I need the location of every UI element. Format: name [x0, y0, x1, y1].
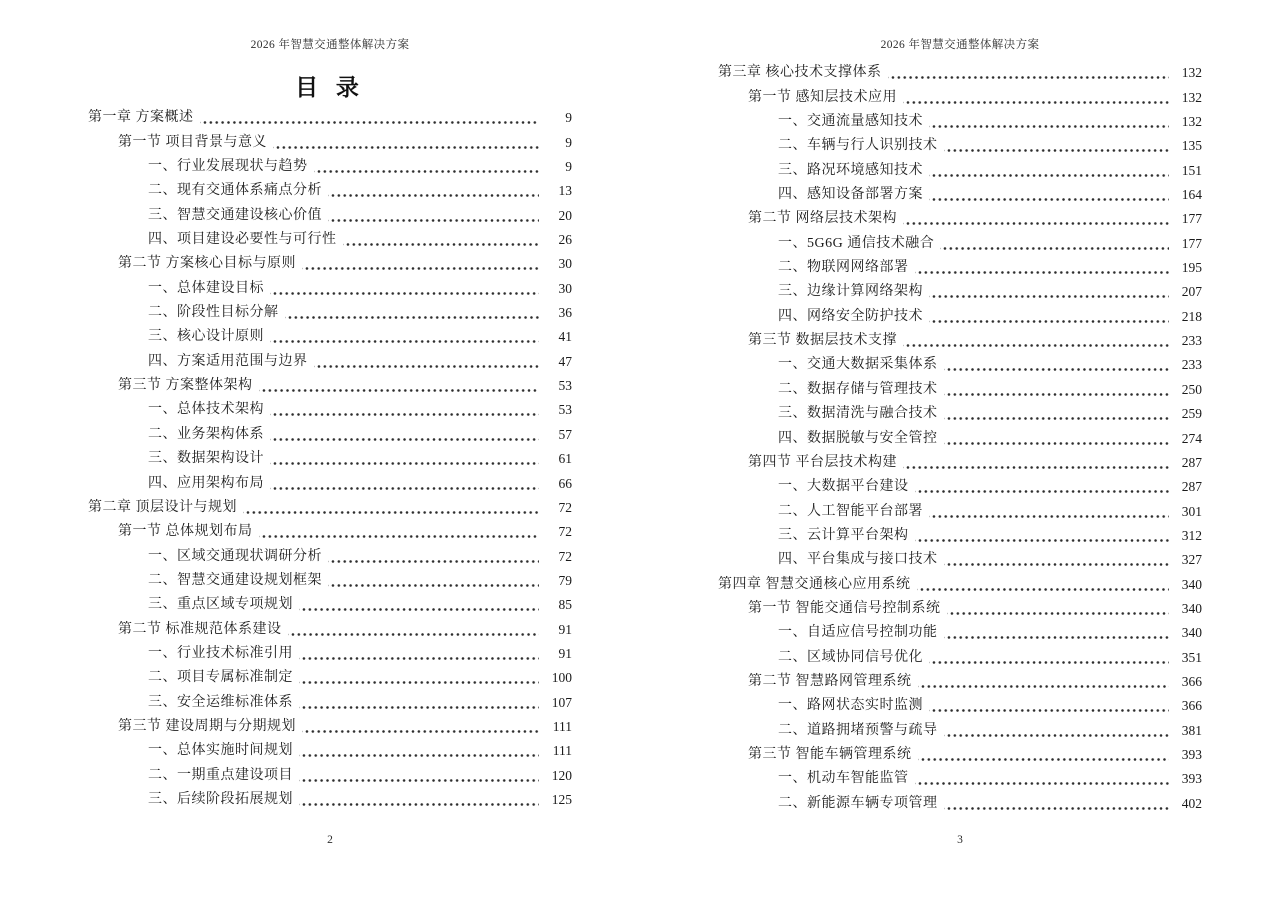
running-header: 2026 年智慧交通整体解决方案	[880, 39, 1040, 51]
toc-entry-title: 第三节 智能车辆管理系统	[748, 746, 912, 762]
toc-entry-title: 第三节 数据层技术支撑	[748, 333, 897, 349]
toc-entry-title: 三、云计算平台架构	[778, 527, 909, 543]
toc-entry[interactable]	[88, 421, 572, 445]
toc-entry-page-number: 66	[558, 475, 572, 491]
toc-entry[interactable]	[88, 616, 572, 640]
toc-entry[interactable]	[88, 592, 572, 616]
toc-entry-title: 四、数据脱敏与安全管控	[778, 430, 938, 446]
dot-leader	[270, 429, 539, 443]
toc-entry[interactable]	[88, 178, 572, 202]
toc-entry-page-number: 61	[558, 451, 572, 467]
toc-entry-title: 四、方案适用范围与边界	[148, 353, 308, 369]
toc-entry-page-number: 120	[551, 767, 572, 783]
dot-leader	[328, 185, 539, 199]
dot-leader	[270, 283, 539, 297]
toc-entry-title: 一、总体技术架构	[148, 402, 264, 418]
toc-entry[interactable]	[718, 206, 1202, 230]
toc-entry-title: 二、智慧交通建设规划框架	[148, 572, 322, 588]
toc-entry-page-number: 312	[1181, 527, 1202, 543]
toc-entry-page-number: 366	[1181, 673, 1202, 689]
toc-entry-page-number: 233	[1181, 333, 1202, 349]
toc-entry-title: 二、新能源车辆专项管理	[778, 795, 938, 811]
dot-leader	[944, 408, 1170, 422]
toc-entry-title: 二、业务架构体系	[148, 426, 264, 442]
toc-entry-page-number: 177	[1181, 235, 1202, 251]
dot-leader	[299, 697, 539, 711]
toc-entry-page-number: 250	[1181, 381, 1202, 397]
toc-entry[interactable]	[718, 157, 1202, 181]
toc-entry-title: 第一节 项目背景与意义	[118, 134, 267, 150]
toc-entry[interactable]	[88, 543, 572, 567]
toc-entry[interactable]	[88, 787, 572, 811]
toc-entry-title: 第三节 方案整体架构	[118, 378, 253, 394]
dot-leader	[259, 380, 540, 394]
toc-entry-title: 二、车辆与行人识别技术	[778, 138, 938, 154]
toc-entry[interactable]	[88, 202, 572, 226]
toc-entry-title: 第四章 智慧交通核心应用系统	[718, 576, 911, 592]
dot-leader	[915, 773, 1170, 787]
toc-entry-page-number: 36	[558, 305, 572, 321]
dot-leader	[302, 258, 539, 272]
dot-leader	[929, 700, 1169, 714]
toc-entry-page-number: 287	[1181, 454, 1202, 470]
toc-entry-page-number: 107	[551, 694, 572, 710]
toc-entry-title: 四、平台集成与接口技术	[778, 552, 938, 568]
dot-leader	[917, 579, 1170, 593]
dot-leader	[888, 67, 1170, 81]
toc-entry-title: 三、安全运维标准体系	[148, 694, 293, 710]
toc-entry-title: 一、路网状态实时监测	[778, 698, 923, 714]
toc-entry-title: 一、机动车智能监管	[778, 771, 909, 787]
toc-entry-page-number: 9	[565, 159, 572, 175]
toc-entry-page-number: 13	[558, 183, 572, 199]
toc-entry-title: 第二节 方案核心目标与原则	[118, 256, 296, 272]
page-number-left: 2	[327, 834, 333, 846]
toc-entry[interactable]	[88, 348, 572, 372]
toc-entry[interactable]	[718, 498, 1202, 522]
toc-entry-page-number: 57	[558, 426, 572, 442]
dot-leader	[299, 599, 539, 613]
toc-entry[interactable]	[718, 571, 1202, 595]
dot-leader	[944, 725, 1170, 739]
dot-leader	[944, 554, 1170, 568]
dot-leader	[929, 189, 1169, 203]
toc-entry-page-number: 351	[1181, 649, 1202, 665]
toc-entry-page-number: 287	[1181, 479, 1202, 495]
toc-entry-page-number: 111	[552, 743, 572, 759]
dot-leader	[273, 137, 539, 151]
toc-entry-page-number: 233	[1181, 357, 1202, 373]
dot-leader	[299, 745, 539, 759]
toc-entry-title: 一、总体建设目标	[148, 280, 264, 296]
toc-entry[interactable]	[88, 762, 572, 786]
dot-leader	[929, 286, 1169, 300]
toc-entry[interactable]	[718, 303, 1202, 327]
toc-entry-title: 四、应用架构布局	[148, 475, 264, 491]
dot-leader	[285, 307, 540, 321]
toc-entry[interactable]	[88, 275, 572, 299]
dot-leader	[929, 165, 1169, 179]
toc-entry[interactable]	[88, 665, 572, 689]
toc-entry-page-number: 91	[558, 621, 572, 637]
toc-entry-title: 第四节 平台层技术构建	[748, 454, 897, 470]
dot-leader	[915, 481, 1170, 495]
toc-entry-page-number: 151	[1181, 162, 1202, 178]
toc-entry[interactable]	[88, 227, 572, 251]
toc-entry[interactable]	[718, 523, 1202, 547]
dot-leader	[903, 213, 1169, 227]
toc-entry-title: 三、重点区域专项规划	[148, 597, 293, 613]
toc-entry-title: 一、交通大数据采集体系	[778, 357, 938, 373]
toc-list-right	[718, 60, 1202, 815]
toc-entry-page-number: 393	[1181, 746, 1202, 762]
dot-leader	[944, 384, 1170, 398]
toc-entry[interactable]	[88, 251, 572, 275]
toc-entry[interactable]	[88, 154, 572, 178]
dot-leader	[299, 648, 539, 662]
toc-entry-page-number: 218	[1181, 308, 1202, 324]
toc-entry[interactable]	[718, 230, 1202, 254]
dot-leader	[259, 526, 540, 540]
toc-entry-page-number: 259	[1181, 406, 1202, 422]
dot-leader	[903, 457, 1169, 471]
toc-entry-title: 二、人工智能平台部署	[778, 503, 923, 519]
dot-leader	[328, 210, 539, 224]
toc-entry-page-number: 340	[1181, 600, 1202, 616]
toc-entry-title: 二、阶段性目标分解	[148, 305, 279, 321]
dot-leader	[314, 356, 540, 370]
toc-entry[interactable]	[88, 373, 572, 397]
dot-leader	[270, 331, 539, 345]
toc-entry-title: 一、自适应信号控制功能	[778, 625, 938, 641]
dot-leader	[929, 116, 1169, 130]
toc-entry-title: 三、路况环境感知技术	[778, 162, 923, 178]
toc-entry[interactable]	[88, 568, 572, 592]
toc-entry-page-number: 79	[558, 572, 572, 588]
dot-leader	[944, 140, 1170, 154]
toc-entry[interactable]	[88, 495, 572, 519]
toc-entry-title: 第三节 建设周期与分期规划	[118, 718, 296, 734]
toc-entry-page-number: 53	[558, 378, 572, 394]
dot-leader	[918, 749, 1170, 763]
dot-leader	[343, 234, 540, 248]
toc-entry-page-number: 111	[552, 718, 572, 734]
dot-leader	[299, 794, 539, 808]
toc-entry-title: 二、一期重点建设项目	[148, 767, 293, 783]
toc-entry-title: 第二章 顶层设计与规划	[88, 499, 237, 515]
toc-entry[interactable]	[88, 129, 572, 153]
dot-leader	[299, 672, 539, 686]
dot-leader	[270, 478, 539, 492]
toc-entry-title: 第二节 标准规范体系建设	[118, 621, 282, 637]
dot-leader	[947, 603, 1170, 617]
dot-leader	[944, 359, 1170, 373]
toc-entry-title: 一、交通流量感知技术	[778, 114, 923, 130]
toc-entry[interactable]	[88, 397, 572, 421]
toc-entry-page-number: 274	[1181, 430, 1202, 446]
dot-leader	[915, 262, 1170, 276]
toc-entry[interactable]	[88, 641, 572, 665]
toc-entry[interactable]	[718, 60, 1202, 84]
toc-entry-title: 三、数据清洗与融合技术	[778, 406, 938, 422]
toc-entry-title: 第一章 方案概述	[88, 110, 194, 126]
toc-entry[interactable]	[718, 596, 1202, 620]
toc-entry-page-number: 132	[1181, 65, 1202, 81]
toc-entry-title: 第二节 智慧路网管理系统	[748, 673, 912, 689]
toc-entry[interactable]	[718, 109, 1202, 133]
toc-entry-title: 第一节 感知层技术应用	[748, 89, 897, 105]
toc-entry-page-number: 91	[558, 645, 572, 661]
dot-leader	[929, 652, 1169, 666]
toc-entry-page-number: 30	[558, 256, 572, 272]
toc-entry[interactable]	[718, 450, 1202, 474]
toc-entry-page-number: 9	[565, 134, 572, 150]
dot-leader	[929, 311, 1169, 325]
toc-entry[interactable]	[88, 470, 572, 494]
toc-entry-page-number: 85	[558, 597, 572, 613]
dot-leader	[903, 335, 1169, 349]
dot-leader	[944, 627, 1170, 641]
toc-entry-page-number: 132	[1181, 114, 1202, 130]
toc-entry-title: 三、后续阶段拓展规划	[148, 791, 293, 807]
toc-entry[interactable]	[718, 425, 1202, 449]
dot-leader	[918, 676, 1170, 690]
toc-entry[interactable]	[718, 742, 1202, 766]
toc-entry-page-number: 164	[1181, 187, 1202, 203]
toc-entry[interactable]	[718, 279, 1202, 303]
toc-entry[interactable]	[718, 669, 1202, 693]
toc-entry-title: 三、智慧交通建设核心价值	[148, 207, 322, 223]
toc-entry-title: 二、物联网网络部署	[778, 260, 909, 276]
toc-entry-title: 二、项目专属标准制定	[148, 670, 293, 686]
toc-entry[interactable]	[718, 766, 1202, 790]
toc-entry-title: 一、大数据平台建设	[778, 479, 909, 495]
toc-entry[interactable]	[718, 401, 1202, 425]
toc-entry-title: 一、总体实施时间规划	[148, 743, 293, 759]
toc-entry-page-number: 20	[558, 207, 572, 223]
dot-leader	[200, 112, 540, 126]
dot-leader	[302, 721, 539, 735]
dot-leader	[288, 624, 540, 638]
toc-entry-title: 一、行业技术标准引用	[148, 645, 293, 661]
dot-leader	[929, 506, 1169, 520]
toc-entry-page-number: 47	[558, 353, 572, 369]
toc-entry-page-number: 100	[551, 670, 572, 686]
toc-entry[interactable]	[718, 352, 1202, 376]
toc-list-left	[88, 105, 572, 811]
toc-entry-page-number: 30	[558, 280, 572, 296]
dot-leader	[243, 502, 539, 516]
toc-entry[interactable]	[718, 133, 1202, 157]
toc-entry-page-number: 72	[558, 499, 572, 515]
toc-entry[interactable]	[88, 324, 572, 348]
dot-leader	[903, 92, 1169, 106]
toc-entry[interactable]	[718, 328, 1202, 352]
dot-leader	[940, 238, 1169, 252]
toc-entry-title: 第三章 核心技术支撑体系	[718, 65, 882, 81]
toc-entry[interactable]	[718, 474, 1202, 498]
toc-entry-page-number: 393	[1181, 771, 1202, 787]
toc-entry[interactable]	[718, 693, 1202, 717]
toc-entry[interactable]	[88, 446, 572, 470]
toc-entry-page-number: 207	[1181, 284, 1202, 300]
toc-entry-page-number: 402	[1181, 795, 1202, 811]
toc-entry-page-number: 53	[558, 402, 572, 418]
dot-leader	[270, 404, 539, 418]
toc-entry-title: 三、边缘计算网络架构	[778, 284, 923, 300]
toc-entry-page-number: 366	[1181, 698, 1202, 714]
toc-entry[interactable]	[718, 717, 1202, 741]
toc-entry-page-number: 340	[1181, 576, 1202, 592]
toc-entry[interactable]	[718, 376, 1202, 400]
toc-entry-title: 三、数据架构设计	[148, 451, 264, 467]
toc-entry-title: 三、核心设计原则	[148, 329, 264, 345]
toc-title: 目 录	[295, 75, 365, 100]
toc-entry-page-number: 125	[551, 791, 572, 807]
toc-entry-page-number: 135	[1181, 138, 1202, 154]
dot-leader	[328, 551, 539, 565]
dot-leader	[328, 575, 539, 589]
toc-entry[interactable]	[88, 105, 572, 129]
toc-entry-page-number: 195	[1181, 260, 1202, 276]
toc-entry-title: 一、区域交通现状调研分析	[148, 548, 322, 564]
toc-entry-page-number: 381	[1181, 722, 1202, 738]
toc-entry-title: 一、行业发展现状与趋势	[148, 159, 308, 175]
toc-entry-page-number: 301	[1181, 503, 1202, 519]
toc-entry[interactable]	[718, 182, 1202, 206]
toc-entry-title: 一、5G6G 通信技术融合	[778, 235, 935, 251]
toc-entry[interactable]	[88, 519, 572, 543]
toc-entry-page-number: 132	[1181, 89, 1202, 105]
toc-entry-title: 四、网络安全防护技术	[778, 308, 923, 324]
toc-entry-page-number: 41	[558, 329, 572, 345]
dot-leader	[270, 453, 539, 467]
dot-leader	[944, 433, 1170, 447]
toc-entry-page-number: 9	[565, 110, 572, 126]
toc-entry-title: 二、区域协同信号优化	[778, 649, 923, 665]
toc-entry[interactable]	[88, 689, 572, 713]
toc-entry-title: 四、感知设备部署方案	[778, 187, 923, 203]
toc-entry[interactable]	[718, 255, 1202, 279]
toc-entry[interactable]	[718, 790, 1202, 814]
toc-page-right	[718, 0, 1202, 900]
toc-entry-title: 第一节 智能交通信号控制系统	[748, 600, 941, 616]
toc-entry[interactable]	[718, 644, 1202, 668]
toc-entry-page-number: 72	[558, 548, 572, 564]
toc-entry-title: 二、现有交通体系痛点分析	[148, 183, 322, 199]
dot-leader	[299, 770, 539, 784]
running-header: 2026 年智慧交通整体解决方案	[250, 39, 410, 51]
toc-entry[interactable]	[88, 300, 572, 324]
toc-entry[interactable]	[718, 547, 1202, 571]
toc-entry[interactable]	[88, 714, 572, 738]
toc-entry-title: 四、项目建设必要性与可行性	[148, 232, 337, 248]
dot-leader	[314, 161, 540, 175]
toc-entry[interactable]	[718, 84, 1202, 108]
toc-entry-page-number: 72	[558, 524, 572, 540]
dot-leader	[915, 530, 1170, 544]
toc-entry-title: 二、道路拥堵预警与疏导	[778, 722, 938, 738]
toc-entry[interactable]	[88, 738, 572, 762]
toc-page-left	[88, 0, 572, 900]
toc-entry[interactable]	[718, 620, 1202, 644]
toc-entry-page-number: 327	[1181, 552, 1202, 568]
dot-leader	[944, 798, 1170, 812]
toc-entry-title: 第二节 网络层技术架构	[748, 211, 897, 227]
toc-entry-page-number: 26	[558, 232, 572, 248]
toc-entry-title: 第一节 总体规划布局	[118, 524, 253, 540]
toc-entry-title: 二、数据存储与管理技术	[778, 381, 938, 397]
toc-entry-page-number: 340	[1181, 625, 1202, 641]
toc-entry-page-number: 177	[1181, 211, 1202, 227]
page-number-right: 3	[957, 834, 963, 846]
